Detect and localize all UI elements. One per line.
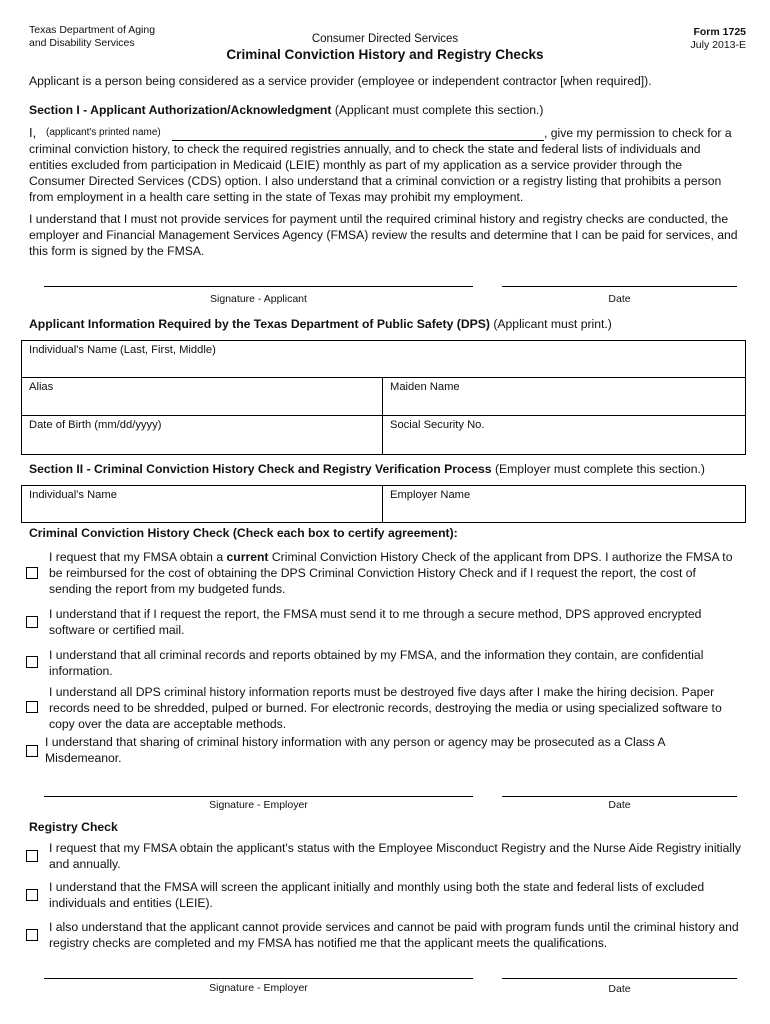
maiden-name-input[interactable]: [390, 396, 740, 412]
employer-date-line-1[interactable]: [502, 796, 737, 797]
section1-paragraph-2: I understand that I must not provide services for payment until the required criminal history and registry checks are conducted, the employer and Financial Management Services Agency (FMSA) review the results and determine that I can be paid for services, and this form is signed by the FMSA.: [29, 212, 738, 258]
section1-paragraph-1: criminal conviction history, to check the required registries annually, and to check the state and federal lists of individuals and entities excluded from participation in Medicaid (LEIE) monthly as part of my application as a service provider through the Consumer Directed Services (CDS) option. I also understand that a criminal conviction or a registry listing that prohibits a person from employment in a health care setting in the state of Texas may prohibit my employment.: [29, 142, 722, 204]
form-date: July 2013-E: [690, 39, 746, 51]
ssn-input[interactable]: [390, 434, 740, 450]
printed-name-label: (applicant's printed name): [46, 127, 161, 138]
i-label: I,: [29, 125, 37, 140]
applicant-signature-line[interactable]: [44, 286, 473, 287]
applicant-date-line[interactable]: [502, 286, 737, 287]
page-title: Criminal Conviction History and Registry Checks: [226, 47, 544, 62]
dps-row-divider-2: [21, 415, 746, 416]
cch-heading: Criminal Conviction History Check (Check each box to certify agreement):: [29, 526, 458, 540]
intro-text: Applicant is a person being considered as a service provider (employee or independent contractor [when required]).: [29, 74, 652, 88]
employer-signature-label-1: Signature - Employer: [209, 799, 308, 811]
employer-date-label-1: Date: [608, 799, 631, 811]
registry-item-2: I understand that the FMSA will screen the applicant initially and monthly using both the state and federal lists of excluded individuals and entities (LEIE).: [49, 880, 705, 910]
cch-checkbox-5[interactable]: [26, 745, 38, 757]
section2-individual-input[interactable]: [29, 504, 377, 520]
cch-item-1-emphasis: current: [226, 550, 269, 564]
alias-label: Alias: [29, 381, 54, 393]
individual-name-label: Individual's Name (Last, First, Middle): [29, 344, 216, 356]
employer-signature-label-2: Signature - Employer: [209, 982, 308, 994]
cch-item-5: I understand that sharing of criminal history information with any person or agency may be prosecuted as a Class A Misdemeanor.: [45, 735, 665, 765]
cch-checkbox-2[interactable]: [26, 616, 38, 628]
alias-input[interactable]: [29, 396, 377, 412]
form-number: Form 1725: [693, 26, 746, 38]
employer-date-line-2[interactable]: [502, 978, 737, 979]
dob-input[interactable]: [29, 434, 377, 450]
registry-item-1: I request that my FMSA obtain the applicant's status with the Employee Misconduct Registry and the Nurse Aide Registry initially and annually.: [49, 841, 741, 871]
employer-signature-line-1[interactable]: [44, 796, 473, 797]
section2-individual-label: Individual's Name: [29, 489, 117, 501]
employer-name-input[interactable]: [390, 504, 740, 520]
agency-line-2: and Disability Services: [29, 37, 135, 49]
section2-heading-note: (Employer must complete this section.): [491, 462, 705, 476]
cch-item-1-post: Criminal Conviction History Check of the applicant from DPS. I authorize the FMSA to be reimbursed for the cost of obtaining the DPS Criminal Conviction History Check and if I request the report, the cost of sending the report from my budgeted funds.: [49, 550, 733, 596]
dps-row-divider-1: [21, 377, 746, 378]
cch-item-3: I understand that all criminal records and reports obtained by my FMSA, and the information they contain, are confidential information.: [49, 648, 704, 678]
section2-heading: [29, 461, 754, 477]
section1-heading-note: (Applicant must complete this section.): [331, 103, 544, 117]
applicant-signature-label: Signature - Applicant: [210, 293, 307, 305]
individual-name-input[interactable]: [29, 358, 739, 374]
printed-name-input[interactable]: [174, 126, 542, 140]
program-name: Consumer Directed Services: [311, 33, 459, 45]
cch-checkbox-1[interactable]: [26, 567, 38, 579]
section2-heading-title: Section II - Criminal Conviction History Check and Registry Verification Process: [29, 462, 492, 476]
dps-column-divider: [382, 377, 383, 455]
dps-heading-note: (Applicant must print.): [489, 317, 612, 331]
dps-heading-title: Applicant Information Required by the Texas Department of Public Safety (DPS): [29, 317, 490, 331]
form-id: [600, 26, 746, 52]
employer-signature-line-2[interactable]: [44, 978, 473, 979]
agency-line-1: Texas Department of Aging: [29, 24, 156, 36]
section1-heading-title: Section I - Applicant Authorization/Acknowledgment: [29, 103, 332, 117]
cch-item-1: [49, 549, 741, 597]
cch-item-4: I understand all DPS criminal history information reports must be destroyed five days after I make the hiring decision. Paper records need to be shredded, pulped or burned. For electronic records, destroying the media or using specialized software to copy over the data are acceptable methods.: [49, 685, 722, 731]
registry-checkbox-3[interactable]: [26, 929, 38, 941]
registry-heading: Registry Check: [29, 820, 118, 834]
cch-checkbox-4[interactable]: [26, 701, 38, 713]
employer-name-label: Employer Name: [390, 489, 471, 501]
maiden-name-label: Maiden Name: [390, 381, 460, 393]
dps-heading: [29, 316, 749, 332]
registry-checkbox-1[interactable]: [26, 850, 38, 862]
applicant-date-label: Date: [608, 293, 631, 305]
cch-checkbox-3[interactable]: [26, 656, 38, 668]
cch-item-1-pre: I request that my FMSA obtain a: [49, 550, 227, 564]
ssn-label: Social Security No.: [390, 419, 485, 431]
employer-date-label-2: Date: [608, 983, 631, 995]
cch-item-2: I understand that if I request the report, the FMSA must send it to me through a secure method, DPS approved encrypted software or certified mail.: [49, 607, 702, 637]
registry-checkbox-2[interactable]: [26, 889, 38, 901]
dob-label: Date of Birth (mm/dd/yyyy): [29, 419, 162, 431]
registry-item-3: I also understand that the applicant cannot provide services and cannot be paid with program funds until the criminal history and registry checks are completed and my FMSA has notified me that the applicant meets the qualifications.: [49, 920, 739, 950]
section1-heading: [29, 102, 749, 118]
employer-column-divider: [382, 485, 383, 523]
permission-tail: , give my permission to check for a: [544, 126, 732, 140]
